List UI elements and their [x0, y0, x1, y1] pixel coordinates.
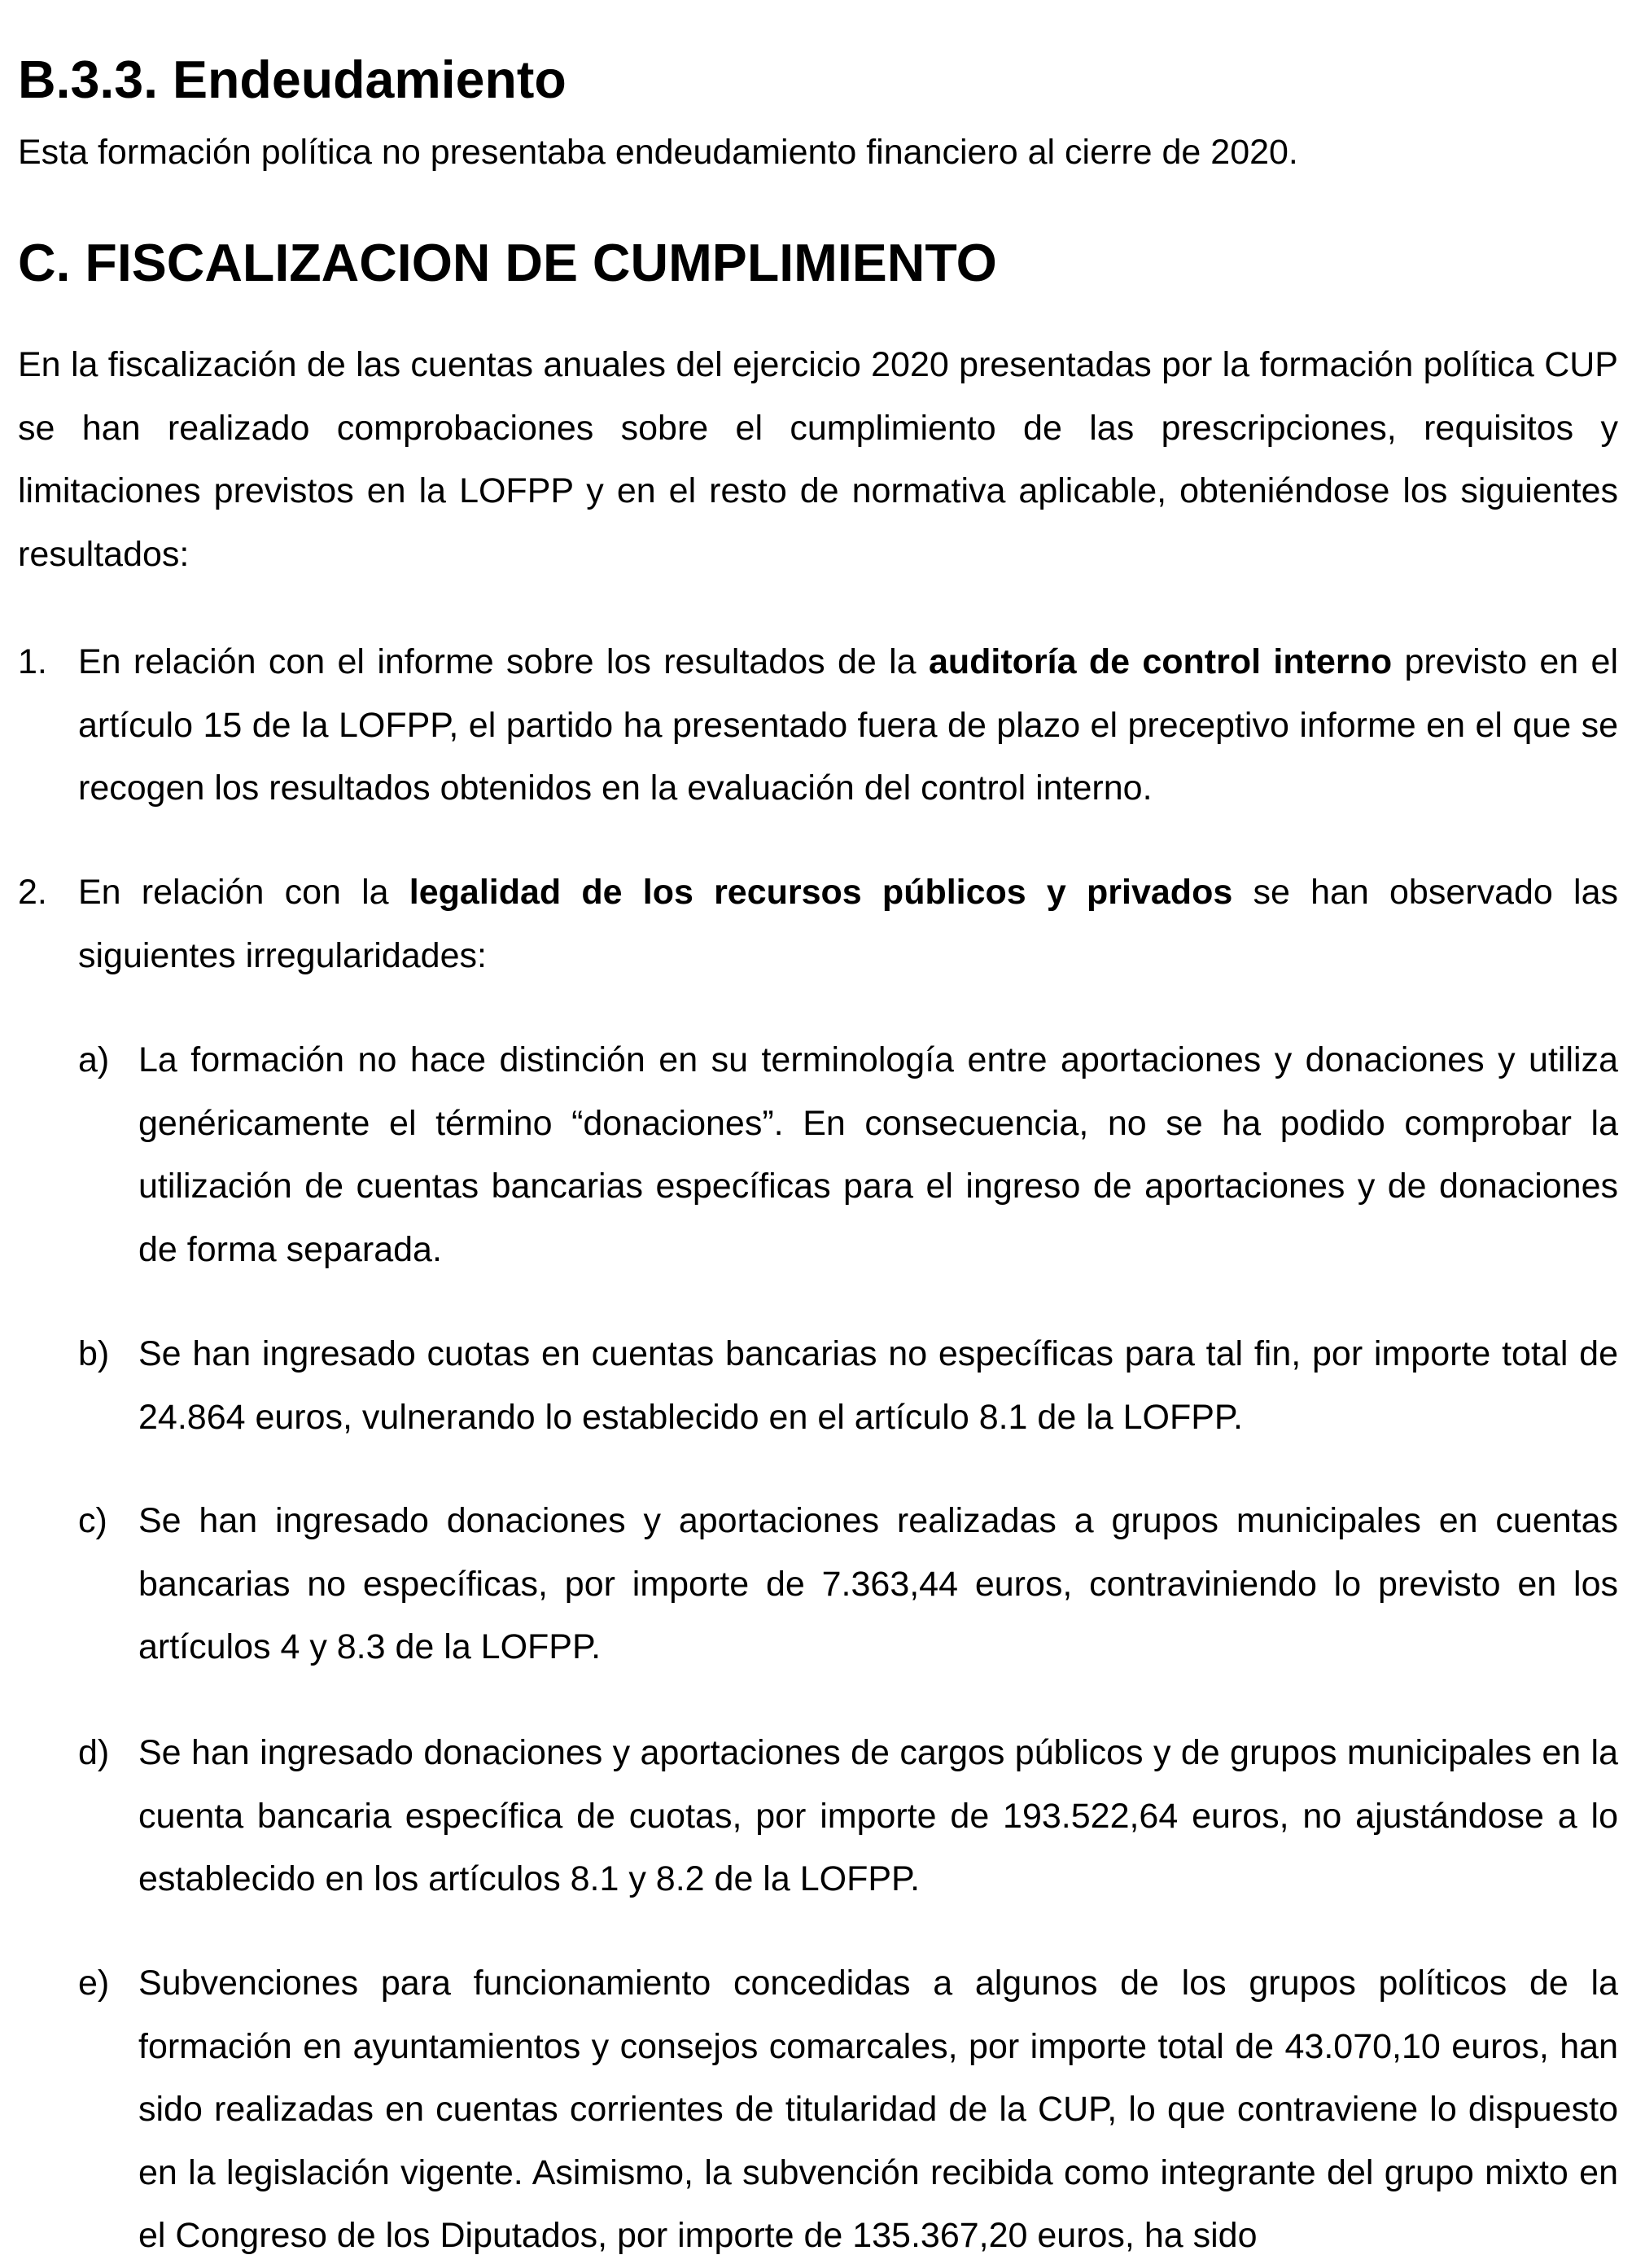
text-segment: En relación con la	[78, 873, 409, 912]
list-marker: 2.	[18, 873, 47, 912]
section-b33-text: Esta formación política no presentaba endeudamiento financiero al cierre de 2020.	[18, 133, 1298, 172]
text-segment: En relación con el informe sobre los resultados de la	[78, 642, 929, 681]
section-heading-b33: B.3.3. Endeudamiento	[18, 50, 567, 109]
text-segment: se han observado las siguientes irregularidades:	[78, 873, 1618, 975]
sub-item-d	[78, 1722, 1618, 1911]
bold-text-segment: legalidad de los recursos públicos y privados	[409, 873, 1233, 912]
sub-item-marker: e)	[78, 1964, 110, 2003]
bold-text-segment: auditoría de control interno	[928, 642, 1393, 681]
sub-item-a	[78, 1029, 1618, 1281]
sub-item-marker: a)	[78, 1040, 110, 1079]
sub-item-c	[78, 1490, 1618, 1679]
list-item-2	[18, 861, 1618, 987]
section-c-intro: En la fiscalización de las cuentas anuales del ejercicio 2020 presentadas por la formación política CUP se han realizado comprobaciones sobre el cumplimiento de las prescripciones, requisitos y limitaciones previstos en la LOFPP y en el resto de normativa aplicable, obteniéndose los siguientes resultados:	[18, 345, 1618, 574]
sub-item-text: Se han ingresado donaciones y aportaciones realizadas a grupos municipales en cuentas bancarias no específicas, por importe de 7.363,44 euros, contraviniendo lo previsto en los artículos 4 y 8.3 de la LOFPP.	[138, 1501, 1618, 1666]
section-heading-c: C. FISCALIZACION DE CUMPLIMIENTO	[18, 234, 997, 292]
sub-item-b	[78, 1323, 1618, 1449]
list-item-text	[78, 861, 1618, 987]
list-item-text	[78, 631, 1618, 821]
sub-item-text: Subvenciones para funcionamiento concedidas a algunos de los grupos políticos de la formación en ayuntamientos y consejos comarcales, por importe total de 43.070,10 euros, han sido realizadas en cuentas corrientes de titularidad de la CUP, lo que contraviene lo dispuesto en la legislación vigente. Asimismo, la subvención recibida como integrante del grupo mixto en el Congreso de los Diputados, por importe de 135.367,20 euros, ha sido	[138, 1964, 1618, 2255]
text-segment: previsto en el artículo 15 de la LOFPP, el partido ha presentado fuera de plazo el preceptivo informe en el que se recogen los resultados obtenidos en la evaluación del control interno.	[78, 642, 1618, 808]
sub-item-marker: d)	[78, 1733, 110, 1772]
sub-item-text: Se han ingresado cuotas en cuentas bancarias no específicas para tal fin, por importe total de 24.864 euros, vulnerando lo establecido en el artículo 8.1 de la LOFPP.	[138, 1334, 1618, 1437]
sub-item-text: La formación no hace distinción en su terminología entre aportaciones y donaciones y utiliza genéricamente el término “donaciones”. En consecuencia, no se ha podido comprobar la utilización de cuentas bancarias específicas para el ingreso de aportaciones y de donaciones de forma separada.	[138, 1040, 1618, 1269]
sub-item-marker: c)	[78, 1501, 107, 1540]
sub-item-marker: b)	[78, 1334, 110, 1373]
sub-item-text: Se han ingresado donaciones y aportaciones de cargos públicos y de grupos municipales en la cuenta bancaria específica de cuotas, por importe de 193.522,64 euros, no ajustándose a lo establecido en los artículos 8.1 y 8.2 de la LOFPP.	[138, 1733, 1618, 1898]
list-marker: 1.	[18, 642, 47, 681]
list-item-1	[18, 631, 1618, 821]
sub-item-e	[78, 1952, 1618, 2268]
